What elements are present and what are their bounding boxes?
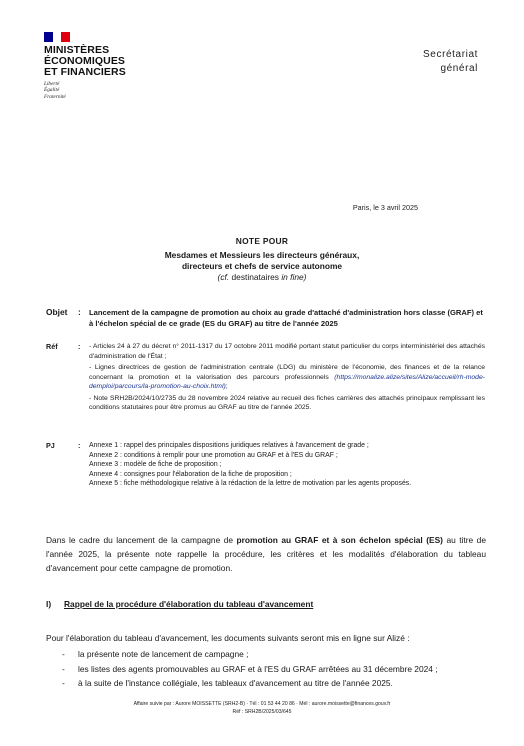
note-cf [60,272,464,283]
intro-text: Dans le cadre du lancement de la campagne de [46,535,237,545]
cf-text: destinataires [229,272,282,282]
section-number: I) [46,599,52,609]
section-paragraph: Pour l'élaboration du tableau d'avancement, les documents suivants seront mis en ligne sur Alizé : [46,633,410,643]
note-recipients-line: Mesdames et Messieurs les directeurs généraux, [164,250,360,260]
document-date: Paris, le 3 avril 2025 [352,203,418,212]
attachment-item: Annexe 1 : rappel des principales dispositions juridiques relatives à l'avancement de grade ; [89,442,369,449]
motto-line: Fraternité [44,93,66,100]
section-bullet-list [62,647,492,691]
intro-text: au titre de l'année 2025, la présente note rappelle la procédure, les critères et les modalités d'élaboration du tableau d'avancement pour cette campagne de promotion. [46,535,486,573]
sender-service [423,48,478,76]
references-label: Réf [46,342,58,351]
attachment-item: Annexe 2 : conditions à remplir pour une promotion au GRAF et à l'ES du GRAF ; [89,451,338,459]
logo-title [44,45,154,78]
reference-link[interactable]: (https://monalize.alize/sites/Alize/accueil/rh-mode-demploi/parcours/la-promotion-au-choix.html) [89,373,486,390]
attachment-item: Annexe 3 : modèle de fiche de proposition ; [89,461,222,469]
note-title: NOTE POUR [235,236,289,246]
references-colon: : [78,342,81,351]
reference-item: - Articles 24 à 27 du décret n° 2011-1317 du 17 octobre 2011 modifié portant statut particulier du corps interministériel des attachés d'administration de l'État ; [89,343,485,360]
list-item: - à la suite de l'instance collégiale, les tableaux d'avancement au titre de l'année 2025. [62,676,492,691]
note-header [60,236,464,283]
section-title: Rappel de la procédure d'élaboration du tableau d'avancement [64,599,314,609]
reference-item [89,363,485,392]
note-recipients-line: directeurs et chefs de service autonome [181,261,343,271]
objet-text: Lancement de la campagne de promotion au choix au grade d'attaché d'administration hors classe (GRAF) et à l'échelon spécial de ce grade (ES du GRAF) au titre de l'année 2025 [89,308,483,328]
objet-colon: : [78,307,81,317]
reference-item: - Note SRH2B/2024/10/2735 du 28 novembre 2024 relative au recueil des fiches carrières des attachés principaux remplissant les conditions statutaires pour être promus au GRAF au titre de l'année 2025. [89,394,485,411]
ministry-logo [44,32,154,100]
list-item: - les listes des agents promouvables au GRAF et à l'ES du GRAF arrêtées au 31 décembre 2024 ; [62,662,492,677]
logo-title-line: MINISTÈRES [44,44,110,56]
sender-line: Secrétariat [423,49,478,60]
motto-line: Égalité [44,87,60,94]
cf-prefix: (cf. [217,272,230,282]
footer-contact: Affaire suivie par : Aurore MOISSETTE (SRH2-B) · Tél : 01 53 44 20 86 · Mél : aurore.moissette@finances.gouv.fr [133,701,391,707]
references-list [89,342,485,415]
intro-bold-text: promotion au GRAF et à son échelon spécial (ES) [236,535,443,545]
attachments-label: PJ [46,441,55,450]
objet-label: Objet [46,307,68,317]
logo-title-line: ET FINANCIERS [44,66,126,78]
list-item: - la présente note de lancement de campagne ; [62,647,492,662]
attachment-item: Annexe 5 : fiche méthodologique relative à la rédaction de la lettre de motivation par les agents proposés. [89,480,412,488]
attachments-colon: : [78,441,81,450]
republic-motto [44,81,154,100]
reference-item-end: ; [225,383,228,390]
logo-title-line: ÉCONOMIQUES [44,55,126,67]
motto-line: Liberté [44,81,60,87]
footer-reference: Réf : SRH2B/2025/03/645 [232,709,292,715]
intro-paragraph [46,533,486,575]
attachments-list [89,441,485,489]
attachment-item: Annexe 4 : consignes pour l'élaboration de la fiche de proposition ; [89,470,292,478]
french-flag-icon [44,32,70,42]
cf-suffix: in fine) [281,272,307,282]
section-heading [46,599,313,609]
reference-item-text: - Lignes directrices de gestion de l'administration centrale (LDG) du ministère de l'économie, des finances et de la relance concernant la promotion et la valorisation des parcours professionnels [89,364,485,381]
sender-line: général [440,63,478,74]
page-footer [60,700,464,716]
